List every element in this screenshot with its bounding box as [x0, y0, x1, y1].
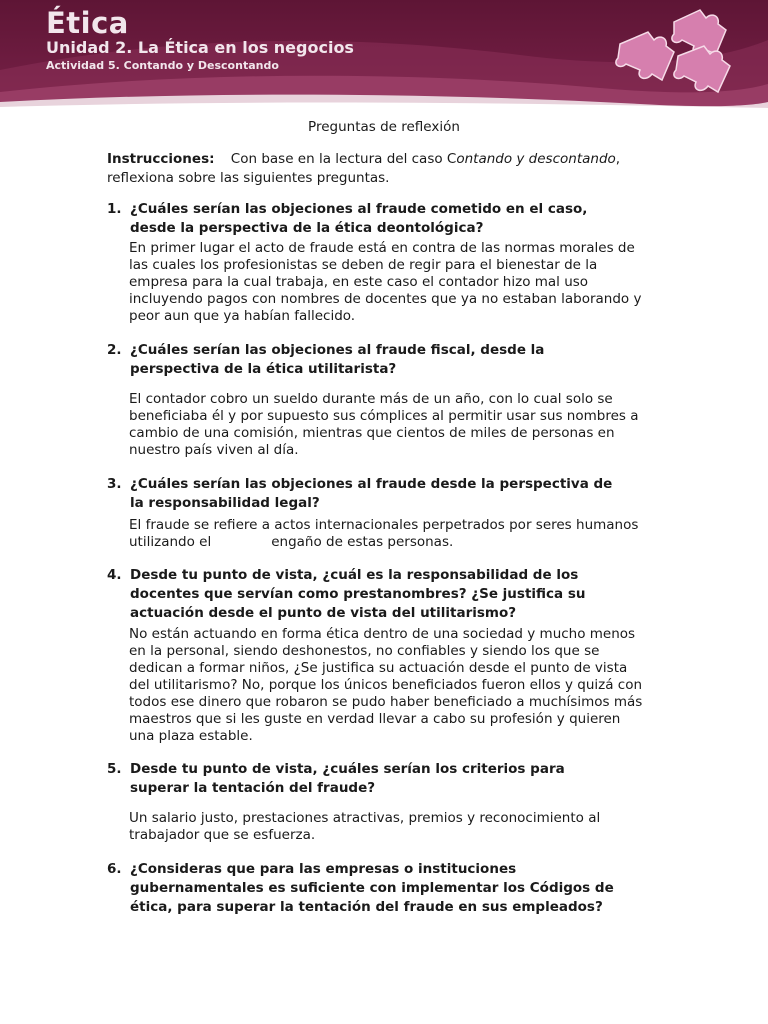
- instructions-italic: ontando y descontando: [456, 151, 616, 167]
- answer-line: dedican a formar niños, ¿Se justifica su actuación desde el punto de vista: [129, 660, 628, 676]
- answer-line: nuestro país viven al día.: [129, 442, 299, 458]
- question-line: ética, para superar la tentación del fraude en sus empleados?: [130, 899, 603, 915]
- answer-line: maestros que si les guste en verdad llevar a cabo su profesión y quieren: [129, 711, 621, 727]
- answer-4: [129, 626, 664, 745]
- answer-line: las cuales los profesionistas se deben de regir para el bienestar de la: [129, 257, 598, 273]
- answer-line: peor aun que ya habían fallecido.: [129, 308, 356, 324]
- question-line: Desde tu punto de vista, ¿cuáles serían los criterios para: [130, 761, 565, 777]
- header-banner: [0, 0, 768, 112]
- answer-line: trabajador que se esfuerza.: [129, 827, 316, 843]
- question-number: 6.: [107, 861, 122, 877]
- answer-line: El fraude se refiere a actos internacionales perpetrados por seres humanos: [129, 517, 639, 533]
- answer-fragment: engaño de estas personas.: [271, 534, 454, 550]
- question-line: perspectiva de la ética utilitarista?: [130, 361, 397, 377]
- question-line: desde la perspectiva de la ética deontológica?: [130, 220, 484, 236]
- instructions-text: Con base en la lectura del caso C: [230, 151, 457, 167]
- question-line: ¿Cuáles serían las objeciones al fraude cometido en el caso,: [130, 201, 588, 217]
- answer-line: empresa para la cual trabaja, en este caso el contador hizo mal uso: [129, 274, 589, 290]
- answer-line: No están actuando en forma ética dentro de una sociedad y mucho menos: [129, 626, 636, 642]
- question-2: [107, 341, 660, 379]
- activity-title: Actividad 5. Contando y Descontando: [46, 59, 279, 72]
- question-6: [107, 860, 660, 917]
- answer-line: Un salario justo, prestaciones atractivas, premios y reconocimiento al: [129, 810, 601, 826]
- instructions-label: Instrucciones:: [107, 151, 215, 167]
- question-number: 1.: [107, 201, 122, 217]
- answer-line: beneficiaba él y por supuesto sus cómplices al permitir usar sus nombres a: [129, 408, 639, 424]
- question-line: ¿Consideras que para las empresas o instituciones: [130, 861, 517, 877]
- instructions-comma: ,: [615, 151, 621, 167]
- question-number: 2.: [107, 342, 122, 358]
- question-line: la responsabilidad legal?: [130, 495, 320, 511]
- question-number: 5.: [107, 761, 122, 777]
- answer-line: una plaza estable.: [129, 728, 253, 744]
- question-4: [107, 566, 660, 623]
- answer-line: del utilitarismo? No, porque los únicos beneficiados fueron ellos y quizá con: [129, 677, 643, 693]
- answer-line: El contador cobro un sueldo durante más de un año, con lo cual solo se: [129, 391, 613, 407]
- answer-line: En primer lugar el acto de fraude está en contra de las normas morales de: [129, 240, 635, 256]
- question-line: Desde tu punto de vista, ¿cuál es la responsabilidad de los: [130, 567, 579, 583]
- question-number: 3.: [107, 476, 122, 492]
- answer-line: todos ese dinero que robaron se pudo haber beneficiado a muchísimos más: [129, 694, 643, 710]
- answer-line: [129, 534, 664, 551]
- answer-line: cambio de una comisión, mientras que cientos de miles de personas en: [129, 425, 615, 441]
- answer-1: [129, 240, 664, 325]
- instructions-text-2: reflexiona sobre las siguientes preguntas.: [107, 170, 390, 186]
- question-line: ¿Cuáles serían las objeciones al fraude desde la perspectiva de: [130, 476, 613, 492]
- question-line: gubernamentales es suficiente con implementar los Códigos de: [130, 880, 614, 896]
- instructions: [107, 150, 667, 188]
- answer-2: [129, 391, 664, 459]
- question-line: superar la tentación del fraude?: [130, 780, 376, 796]
- question-line: docentes que servían como prestanombres? ¿Se justifica su: [130, 586, 586, 602]
- question-line: actuación desde el punto de vista del utilitarismo?: [130, 605, 517, 621]
- course-title: Ética: [46, 6, 129, 40]
- unit-title: Unidad 2. La Ética en los negocios: [46, 38, 354, 57]
- answer-line: en la personal, siendo deshonestos, no confiables y siendo los que se: [129, 643, 600, 659]
- question-1: [107, 200, 660, 238]
- page-heading: Preguntas de reflexión: [308, 119, 460, 135]
- answer-fragment: utilizando el: [129, 534, 212, 550]
- puzzle-icon: [612, 4, 742, 100]
- question-number: 4.: [107, 567, 122, 583]
- question-line: ¿Cuáles serían las objeciones al fraude fiscal, desde la: [130, 342, 545, 358]
- answer-3: [129, 517, 664, 551]
- answer-line: incluyendo pagos con nombres de docentes que ya no estaban laborando y: [129, 291, 642, 307]
- answer-5: [129, 810, 664, 844]
- question-3: [107, 475, 660, 513]
- question-5: [107, 760, 660, 798]
